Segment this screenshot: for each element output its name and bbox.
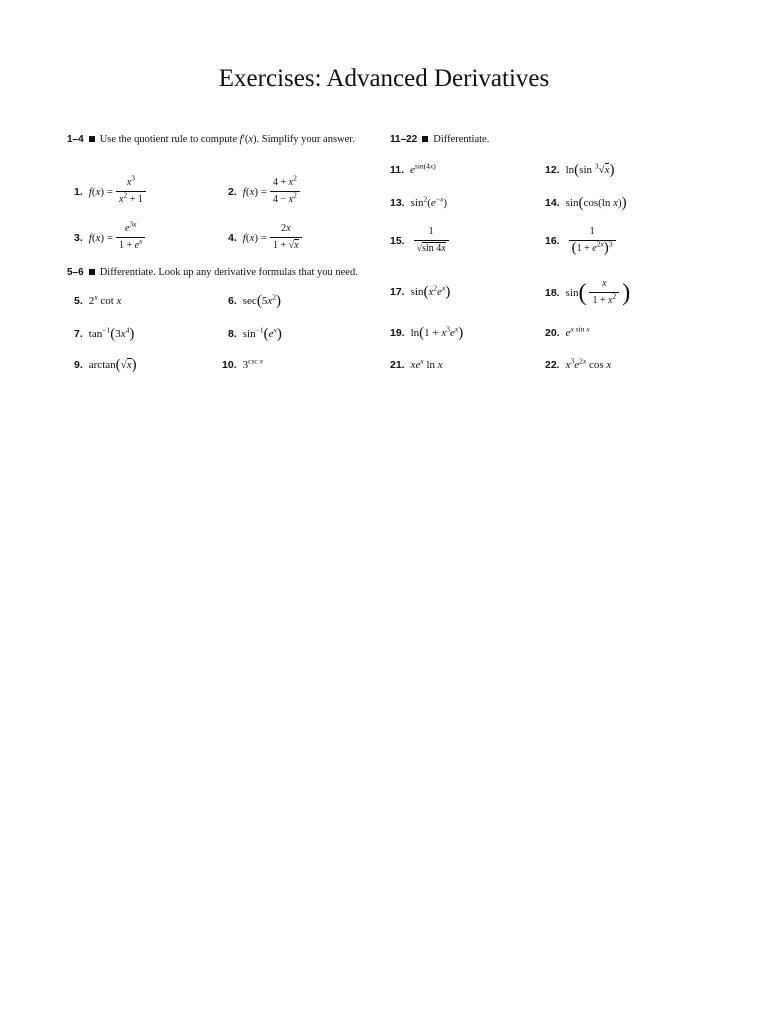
problem-3: 3. f(x) = $\frac{e^{3x}}{1 + e^x}$ bbox=[74, 223, 148, 252]
page-title: Exercises: Advanced Derivatives bbox=[218, 65, 550, 92]
section-instructions-11-22: 11–22 Differentiate. bbox=[390, 134, 490, 145]
problem-14: 14. sin(cos(ln x)) bbox=[545, 195, 627, 211]
square-bullet-icon bbox=[422, 136, 428, 142]
problem-19: 19. $\ln(1 + x^3e^x)$ bbox=[390, 324, 464, 341]
section-instructions-5-6: 5–6 Differentiate. Look up any derivative formulas that you need. bbox=[67, 267, 358, 278]
section-range: 5–6 bbox=[67, 267, 84, 278]
problem-6: 6. $\sec(5x^2)$ bbox=[228, 292, 281, 309]
problem-17: 17. $\sin(x^2e^x)$ bbox=[390, 283, 451, 300]
problem-4: 4. f(x) = $\frac{2x}{1 + √x}$ bbox=[228, 223, 305, 252]
square-bullet-icon bbox=[89, 269, 95, 275]
problem-16: 16. $\frac{1}{(1 + e^{2x})^3}$ bbox=[545, 226, 619, 255]
problem-2: 2. f(x) = $\frac{4 + x^2}{4 - x^2}$ bbox=[228, 177, 303, 206]
problem-21: 21. $xe^x$ ln x bbox=[390, 356, 443, 371]
problem-7: 7. $\tan^{-1}(3x^4)$ bbox=[74, 325, 135, 342]
problem-12: 12. ln(sin $^3$√x) bbox=[545, 161, 615, 178]
problem-8: 8. $\sin^{-1}(e^x)$ bbox=[228, 325, 282, 342]
problem-22: 22. $x^3e^{2x}$ cos x bbox=[545, 356, 612, 371]
problem-5: 5. 2$^x$ cot x bbox=[74, 292, 122, 307]
problem-9: 9. arctan(√x) bbox=[74, 357, 137, 373]
section-range: 11–22 bbox=[390, 134, 418, 145]
problem-1: 1. f(x) = $\frac{x^3}{x^2 + 1}$ bbox=[74, 177, 149, 206]
problem-20: 20. $e^{x sin x}$ bbox=[545, 324, 590, 339]
square-bullet-icon bbox=[89, 136, 95, 142]
problem-11: 11. $e^{sin(4x)}$ bbox=[390, 161, 436, 176]
problem-13: 13. $\sin^2(e^{-x})$ bbox=[390, 194, 448, 209]
problem-18: 18. sin( $\frac{x}{1 + x^2}$ ) bbox=[545, 278, 631, 306]
section-instructions-1-4: 1–4 Use the quotient rule to compute f′(x). Simplify your answer. bbox=[67, 134, 355, 145]
problem-15: 15. $\frac{1}{√\sin 4x}$ bbox=[390, 226, 452, 255]
problem-10: 10. $3^{csc x}$ bbox=[222, 356, 263, 371]
section-range: 1–4 bbox=[67, 134, 84, 145]
